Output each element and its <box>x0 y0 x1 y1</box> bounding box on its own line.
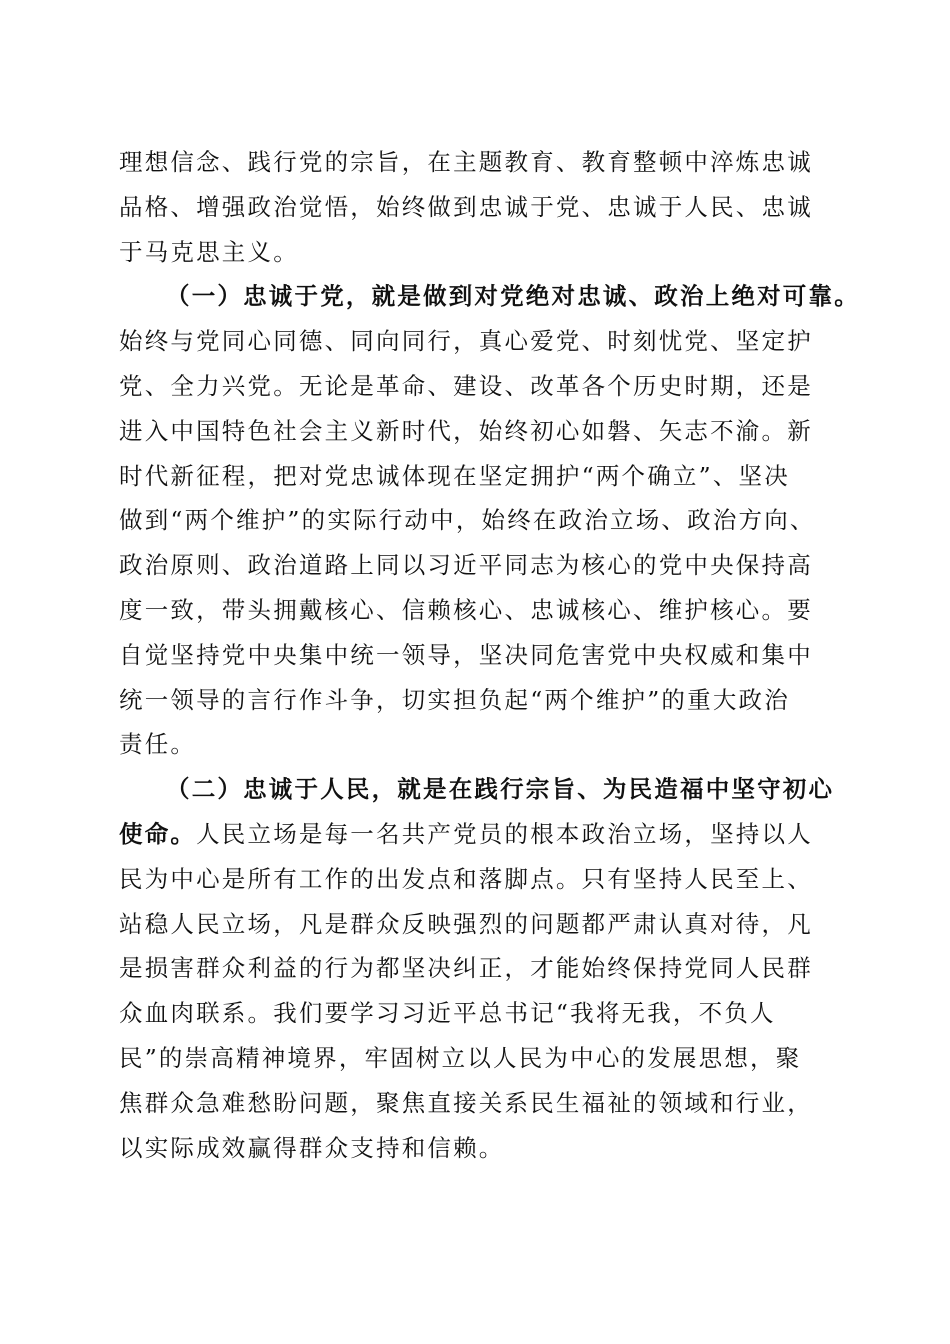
intro-line: 理想信念、践行党的宗旨，在主题教育、教育整顿中淬炼忠诚 <box>119 148 813 176</box>
intro-line: 于马克思主义。 <box>119 237 299 266</box>
section-2-heading-end: 使命。 <box>119 819 197 848</box>
section-1-line: 时代新征程，把对党忠诚体现在坚定拥护“两个确立”、坚决 <box>119 461 790 490</box>
section-2-heading: （二）忠诚于人民，就是在践行宗旨、为民造福中坚守初心 <box>166 775 835 804</box>
section-1-heading: （一）忠诚于党，就是做到对党绝对忠诚、政治上绝对可靠。 <box>166 282 860 311</box>
section-2-heading-continued <box>119 812 831 857</box>
section-1-line: 政治原则、政治道路上同以习近平同志为核心的党中央保持高 <box>119 551 813 580</box>
section-1-line: 责任。 <box>119 730 197 759</box>
intro-line: 品格、增强政治觉悟，始终做到忠诚于党、忠诚于人民、忠诚 <box>119 192 813 221</box>
section-1-line: 始终与党同心同德、同向同行，真心爱党、时刻忧党、坚定护 <box>119 327 813 356</box>
section-2-line: 民为中心是所有工作的出发点和落脚点。只有坚持人民至上、 <box>119 864 813 893</box>
section-1-line: 做到“两个维护”的实际行动中，始终在政治立场、政治方向、 <box>119 506 816 535</box>
section-2-line: 是损害群众利益的行为都坚决纠正，才能始终保持党同人民群 <box>119 954 813 983</box>
section-1-line: 自觉坚持党中央集中统一领导，坚决同危害党中央权威和集中 <box>119 640 813 669</box>
section-1-line: 进入中国特色社会主义新时代，始终初心如磐、矢志不渝。新 <box>119 416 813 445</box>
section-2-line: 焦群众急难愁盼问题，聚焦直接关系民生福祉的领域和行业， <box>119 1088 813 1117</box>
body-text <box>119 140 860 1170</box>
section-1-line: 度一致，带头拥戴核心、信赖核心、忠诚核心、维护核心。要 <box>119 595 813 624</box>
section-2-line: 站稳人民立场，凡是群众反映强烈的问题都严肃认真对待，凡 <box>119 909 813 938</box>
section-2-line-start: 人民立场是每一名共产党员的根本政治立场，坚持以人 <box>196 819 813 848</box>
section-1-line: 统一领导的言行作斗争，切实担负起“两个维护”的重大政治 <box>119 685 790 714</box>
section-2-line: 民”的崇高精神境界，牢固树立以人民为中心的发展思想，聚 <box>119 1043 802 1072</box>
section-2-line: 众血肉联系。我们要学习习近平总书记“我将无我，不负人 <box>119 999 776 1028</box>
section-1-line: 党、全力兴党。无论是革命、建设、改革各个历史时期，还是 <box>119 371 813 400</box>
section-2-line: 以实际成效赢得群众支持和信赖。 <box>119 1133 505 1162</box>
